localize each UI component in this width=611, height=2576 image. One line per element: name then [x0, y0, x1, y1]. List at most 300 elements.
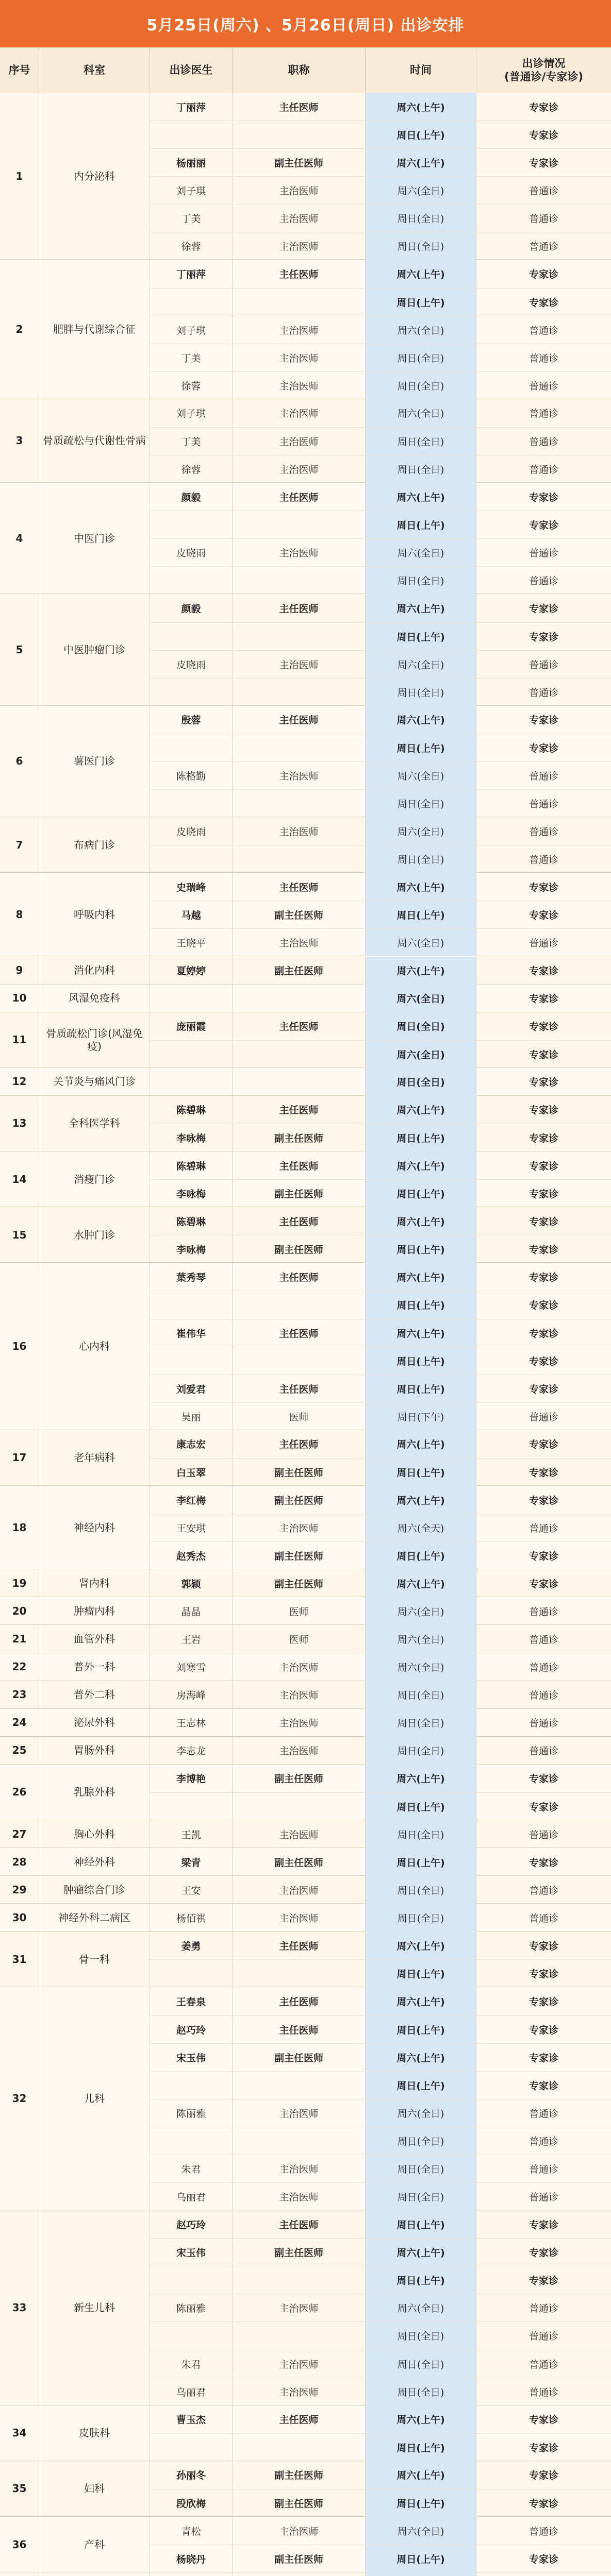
row-number: 22	[0, 1653, 39, 1681]
table-row	[0, 1737, 611, 1765]
clinic-type: 普通诊	[529, 1606, 558, 1618]
schedule-slot	[150, 2266, 611, 2294]
doctor-title: 主治医师	[233, 929, 366, 956]
schedule-slot	[150, 204, 611, 232]
row-number: 23	[0, 1681, 39, 1709]
schedule-slot	[150, 1848, 611, 1876]
clinic-time: 周六(上午)	[366, 594, 476, 622]
clinic-type: 普通诊	[529, 2108, 558, 2120]
doctor-title: 医师	[233, 1625, 366, 1653]
doctor-name: 陈格勤	[150, 762, 233, 789]
clinic-type: 普通诊	[529, 2303, 558, 2315]
clinic-type: 专家诊	[529, 269, 558, 280]
clinic-time: 周日(全日)	[366, 567, 476, 594]
schedule-slot	[150, 901, 611, 928]
schedule-slot	[150, 1597, 611, 1625]
table-row	[0, 817, 611, 873]
doctor-name: 陈丽雅	[150, 2294, 233, 2321]
clinic-type: 普通诊	[529, 213, 558, 225]
schedule-slot	[150, 2572, 611, 2576]
schedule-slot	[150, 176, 611, 204]
clinic-time: 周日(上午)	[366, 2016, 476, 2043]
header-type: 出诊情况 (普通诊/专家诊)	[504, 57, 583, 83]
clinic-type: 专家诊	[529, 910, 558, 922]
clinic-time: 周六(全日)	[366, 316, 476, 344]
doctor-title: 副主任医师	[233, 1235, 366, 1263]
department-name: 骨一科	[39, 1931, 150, 1987]
clinic-time: 周六(全日)	[366, 2099, 476, 2127]
clinic-time: 周日(全日)	[366, 2322, 476, 2349]
schedule-slot	[150, 817, 611, 845]
department-name: 骨质疏松门诊(风湿免疫)	[39, 1012, 150, 1068]
clinic-type: 专家诊	[529, 158, 558, 170]
clinic-time: 周日(上午)	[366, 623, 476, 650]
schedule-slot	[150, 399, 611, 427]
clinic-type: 普通诊	[529, 1912, 558, 1924]
doctor-name	[150, 2127, 233, 2155]
clinic-time: 周日(上午)	[366, 121, 476, 148]
clinic-time: 周六(全日)	[366, 177, 476, 204]
row-number: 21	[0, 1625, 39, 1653]
clinic-type: 专家诊	[529, 742, 558, 754]
doctor-name: 王安	[150, 1876, 233, 1904]
clinic-time: 周日(全日)	[366, 2127, 476, 2155]
clinic-type: 普通诊	[529, 1662, 558, 1674]
row-number: 16	[0, 1263, 39, 1430]
clinic-type: 普通诊	[529, 938, 558, 950]
schedule-slot	[150, 985, 611, 1012]
doctor-title: 主任医师	[233, 706, 366, 734]
doctor-title: 副主任医师	[233, 149, 366, 176]
doctor-name: 宋玉伟	[150, 2239, 233, 2266]
schedule-slot	[150, 232, 611, 260]
clinic-time: 周日(上午)	[366, 1347, 476, 1375]
schedule-slot	[150, 93, 611, 121]
row-number: 2	[0, 260, 39, 399]
row-number: 18	[0, 1486, 39, 1569]
doctor-name: 赵巧玲	[150, 2210, 233, 2238]
doctor-name: 皮晓雨	[150, 539, 233, 566]
clinic-type: 专家诊	[529, 1969, 558, 1980]
clinic-type: 普通诊	[529, 826, 558, 838]
doctor-title: 主治医师	[233, 344, 366, 371]
clinic-type: 专家诊	[529, 2275, 558, 2287]
doctor-name: 姜勇	[150, 1931, 233, 1959]
schedule-slot	[150, 1207, 611, 1235]
schedule-slot	[150, 2210, 611, 2238]
doctor-title: 主治医师	[233, 1737, 366, 1765]
doctor-title	[233, 790, 366, 817]
department-name: 薯医门诊	[39, 706, 150, 817]
clinic-type: 专家诊	[529, 715, 558, 726]
doctor-title: 副主任医师	[233, 1569, 366, 1597]
department-name: 普外一科	[39, 1653, 150, 1681]
department-name: 老年病科	[39, 1430, 150, 1486]
clinic-time: 周六(上午)	[366, 260, 476, 287]
doctor-title: 主任医师	[233, 483, 366, 511]
clinic-type: 普通诊	[529, 687, 558, 699]
department-name: 消化内科	[39, 957, 150, 985]
clinic-time: 周六(上午)	[366, 2044, 476, 2071]
department-name: 关节炎与痛风门诊	[39, 1068, 150, 1096]
row-number: 3	[0, 399, 39, 483]
schedule-slot	[150, 455, 611, 483]
table-row	[0, 2517, 611, 2572]
clinic-time: 周六(全日)	[366, 1625, 476, 1653]
clinic-type: 专家诊	[529, 1216, 558, 1228]
schedule-slot	[150, 1096, 611, 1124]
doctor-title: 主任医师	[233, 260, 366, 287]
clinic-type: 专家诊	[529, 520, 558, 532]
doctor-name: 朱君	[150, 2350, 233, 2378]
doctor-title: 主治医师	[233, 1514, 366, 1541]
clinic-time: 周日(全日)	[366, 1012, 476, 1040]
row-number: 8	[0, 873, 39, 956]
doctor-name	[150, 2322, 233, 2349]
doctor-title: 副主任医师	[233, 1542, 366, 1569]
clinic-time: 周六(上午)	[366, 1569, 476, 1597]
schedule-slot	[150, 1681, 611, 1709]
clinic-time: 周六(上午)	[366, 1151, 476, 1179]
doctor-name: 宋玉伟	[150, 2044, 233, 2071]
clinic-time: 周六(上午)	[366, 1207, 476, 1235]
clinic-time: 周六(上午)	[366, 2461, 476, 2489]
doctor-name	[150, 1347, 233, 1375]
doctor-name	[150, 985, 233, 1012]
clinic-type: 专家诊	[529, 297, 558, 309]
doctor-name: 陈碧琳	[150, 1151, 233, 1179]
doctor-title	[233, 679, 366, 706]
schedule-slot	[150, 121, 611, 148]
clinic-type: 专家诊	[529, 1495, 558, 1506]
doctor-name: 徐蓉	[150, 232, 233, 260]
clinic-time: 周日(上午)	[366, 1960, 476, 1987]
doctor-title: 副主任医师	[233, 957, 366, 985]
doctor-title: 主治医师	[233, 1709, 366, 1737]
clinic-time: 周六(上午)	[366, 1096, 476, 1124]
schedule-slot	[150, 2294, 611, 2321]
clinic-type: 专家诊	[529, 2414, 558, 2426]
row-number: 11	[0, 1012, 39, 1068]
doctor-title: 主治医师	[233, 539, 366, 566]
clinic-time: 周日(上午)	[366, 2545, 476, 2572]
schedule-slot	[150, 1402, 611, 1430]
clinic-type: 普通诊	[529, 380, 558, 392]
department-name: 全科医学科	[39, 1096, 150, 1151]
schedule-slot	[150, 1012, 611, 1040]
clinic-type: 普通诊	[529, 1745, 558, 1757]
schedule-slot	[150, 1458, 611, 1486]
schedule-slot	[150, 678, 611, 706]
clinic-time: 周日(全日)	[366, 344, 476, 371]
table-row	[0, 1597, 611, 1625]
schedule-slot	[150, 1653, 611, 1681]
department-name: 乳腺外科	[39, 1765, 150, 1820]
doctor-title: 副主任医师	[233, 2545, 366, 2572]
clinic-time: 周日(全日)	[366, 1904, 476, 1931]
clinic-type: 专家诊	[529, 882, 558, 893]
doctor-title	[233, 1347, 366, 1375]
department-name: 心内科	[39, 1263, 150, 1430]
table-row	[0, 93, 611, 260]
doctor-title: 主任医师	[233, 2210, 366, 2238]
department-name: 产科	[39, 2517, 150, 2572]
clinic-type: 专家诊	[529, 2247, 558, 2259]
row-number: 33	[0, 2210, 39, 2405]
department-name: 风湿免疫科	[39, 985, 150, 1012]
doctor-title: 主治医师	[233, 2155, 366, 2182]
doctor-title: 主治医师	[233, 2350, 366, 2378]
schedule-slot	[150, 622, 611, 650]
doctor-name: 王岩	[150, 1625, 233, 1653]
schedule-slot	[150, 2461, 611, 2489]
clinic-type: 专家诊	[529, 965, 558, 977]
clinic-time: 周日(上午)	[366, 901, 476, 928]
table-row	[0, 2210, 611, 2405]
clinic-type: 专家诊	[529, 1467, 558, 1479]
clinic-type: 专家诊	[529, 1300, 558, 1312]
clinic-type: 普通诊	[529, 2192, 558, 2204]
schedule-slot	[150, 2015, 611, 2043]
doctor-title: 主任医师	[233, 1012, 366, 1040]
doctor-title	[233, 2572, 366, 2576]
doctor-name: 梁青	[150, 1848, 233, 1876]
clinic-type: 专家诊	[529, 130, 558, 142]
clinic-type: 普通诊	[529, 1523, 558, 1535]
schedule-slot	[150, 344, 611, 371]
clinic-type: 专家诊	[529, 2498, 558, 2510]
doctor-title: 主任医师	[233, 1375, 366, 1402]
clinic-type: 普通诊	[529, 770, 558, 782]
clinic-type: 普通诊	[529, 1829, 558, 1841]
doctor-name: 丁美	[150, 428, 233, 455]
schedule-slot	[150, 1904, 611, 1931]
clinic-type: 专家诊	[529, 1996, 558, 2008]
doctor-name: 徐蓉	[150, 455, 233, 483]
doctor-name: 房海峰	[150, 1681, 233, 1709]
doctor-title: 主治医师	[233, 399, 366, 427]
header-time: 时间	[366, 47, 476, 93]
doctor-name: 王志林	[150, 1709, 233, 1737]
doctor-name: 赵巧玲	[150, 2016, 233, 2043]
department-name: 内分泌科	[39, 93, 150, 260]
doctor-name	[150, 1960, 233, 1987]
clinic-type: 专家诊	[529, 2554, 558, 2566]
clinic-type: 专家诊	[529, 1355, 558, 1367]
clinic-time: 周日(全日)	[366, 455, 476, 483]
table-row	[0, 957, 611, 985]
clinic-type: 普通诊	[529, 436, 558, 448]
schedule-slot	[150, 2127, 611, 2155]
department-name: 新生儿科	[39, 2210, 150, 2405]
doctor-title: 主任医师	[233, 1207, 366, 1235]
clinic-time: 周六(上午)	[366, 957, 476, 985]
clinic-time: 周六(全日)	[366, 2517, 476, 2545]
clinic-type: 普通诊	[529, 2163, 558, 2175]
clinic-type: 专家诊	[529, 1773, 558, 1785]
clinic-type: 普通诊	[529, 2331, 558, 2343]
department-name: 胃肠外科	[39, 1737, 150, 1765]
doctor-name	[150, 679, 233, 706]
row-number: 15	[0, 1207, 39, 1263]
row-number: 30	[0, 1904, 39, 1931]
department-name: 神经内科	[39, 1486, 150, 1569]
clinic-type: 专家诊	[529, 2052, 558, 2064]
schedule-slot	[150, 1625, 611, 1653]
doctor-name: 颜毅	[150, 483, 233, 511]
clinic-time: 周六(全日)	[366, 985, 476, 1012]
doctor-name	[150, 845, 233, 873]
clinic-type: 专家诊	[529, 1439, 558, 1451]
clinic-time: 周日(全日)	[366, 679, 476, 706]
clinic-time: 周六(上午)	[366, 149, 476, 176]
schedule-slot	[150, 538, 611, 566]
doctor-title: 主治医师	[233, 205, 366, 232]
table-header	[0, 47, 611, 94]
table-row	[0, 1876, 611, 1904]
clinic-type: 专家诊	[529, 993, 558, 1005]
clinic-time: 周六(全日)	[366, 1597, 476, 1625]
doctor-title: 主治医师	[233, 2517, 366, 2545]
clinic-type: 专家诊	[529, 101, 558, 113]
doctor-name: 颜毅	[150, 594, 233, 622]
doctor-name	[150, 790, 233, 817]
schedule-slot	[150, 2155, 611, 2182]
clinic-time: 周六(上午)	[366, 1263, 476, 1291]
doctor-title: 主任医师	[233, 1096, 366, 1124]
clinic-time: 周六(全日)	[366, 1041, 476, 1068]
clinic-type: 普通诊	[529, 464, 558, 476]
clinic-time: 周日(上午)	[366, 1459, 476, 1486]
row-number: 9	[0, 957, 39, 985]
schedule-slot	[150, 873, 611, 901]
doctor-name: 白玉翠	[150, 1459, 233, 1486]
doctor-title: 主任医师	[233, 1319, 366, 1347]
clinic-type: 专家诊	[529, 603, 558, 615]
clinic-time: 周日(全日)	[366, 372, 476, 399]
clinic-type: 普通诊	[529, 1718, 558, 1730]
department-name: 神经外科	[39, 1848, 150, 1876]
doctor-title	[233, 1291, 366, 1318]
doctor-title: 主治医师	[233, 2099, 366, 2127]
clinic-time: 周六(上午)	[366, 706, 476, 734]
doctor-title	[233, 511, 366, 538]
doctor-title: 主任医师	[233, 93, 366, 121]
row-number: 6	[0, 706, 39, 817]
schedule-slot	[150, 2378, 611, 2405]
clinic-time: 周日(上午)	[366, 2266, 476, 2294]
clinic-time: 周日(全日)	[366, 1681, 476, 1709]
doctor-name: 李红梅	[150, 1486, 233, 1514]
clinic-time: 周日(上午)	[366, 1542, 476, 1569]
clinic-time: 周日(上午)	[366, 2434, 476, 2461]
doctor-name: 刘爱君	[150, 1375, 233, 1402]
clinic-time: 周日(全日)	[366, 428, 476, 455]
header-doctor: 出诊医生	[150, 47, 233, 93]
clinic-type: 专家诊	[529, 1244, 558, 1256]
clinic-type: 专家诊	[529, 1077, 558, 1089]
clinic-time: 周六(上午)	[366, 873, 476, 901]
clinic-time: 周日(全日)	[366, 2350, 476, 2378]
clinic-time: 周六(全日)	[366, 399, 476, 427]
table-row	[0, 1068, 611, 1096]
row-number: 35	[0, 2461, 39, 2517]
schedule-slot	[150, 845, 611, 873]
doctor-title	[233, 2127, 366, 2155]
schedule-slot	[150, 2405, 611, 2433]
clinic-type: 专家诊	[529, 1578, 558, 1590]
clinic-type: 专家诊	[529, 1272, 558, 1283]
table-row	[0, 1151, 611, 1207]
schedule-slot	[150, 1765, 611, 1792]
department-name: 儿科	[39, 1987, 150, 2210]
schedule-slot	[150, 1959, 611, 1987]
doctor-title: 主任医师	[233, 1931, 366, 1959]
clinic-time: 周日(上午)	[366, 2072, 476, 2099]
schedule-slot	[150, 734, 611, 761]
clinic-type: 普通诊	[529, 325, 558, 336]
clinic-time: 周日(上午)	[366, 1848, 476, 1876]
header-title: 职称	[233, 47, 366, 93]
clinic-type: 专家诊	[529, 2470, 558, 2482]
header-dept: 科室	[39, 47, 150, 93]
clinic-time: 周六(上午)	[366, 1987, 476, 2015]
doctor-title: 副主任医师	[233, 1124, 366, 1151]
row-number: 12	[0, 1068, 39, 1096]
table-row	[0, 1987, 611, 2210]
department-name: 骨质疏松与代谢性骨病	[39, 399, 150, 483]
clinic-time: 周日(上午)	[366, 289, 476, 316]
schedule-slot	[150, 761, 611, 789]
doctor-title: 主治医师	[233, 2378, 366, 2405]
doctor-title: 主任医师	[233, 1430, 366, 1458]
clinic-time: 周日(下午)	[366, 1403, 476, 1430]
clinic-type: 专家诊	[529, 492, 558, 503]
clinic-time: 周日(上午)	[366, 734, 476, 761]
department-name: 肥胖与代谢综合征	[39, 260, 150, 399]
clinic-time: 周日(全日)	[366, 1737, 476, 1765]
schedule-slot	[150, 1347, 611, 1375]
doctor-name: 晶晶	[150, 1597, 233, 1625]
table-row	[0, 1486, 611, 1569]
clinic-time: 周六(全日)	[366, 2294, 476, 2321]
doctor-name	[150, 1041, 233, 1068]
doctor-name: 乌丽君	[150, 2378, 233, 2405]
doctor-title: 主治医师	[233, 428, 366, 455]
schedule-slot	[150, 1040, 611, 1068]
doctor-title: 主治医师	[233, 1876, 366, 1904]
doctor-name: 皮晓雨	[150, 817, 233, 845]
schedule-slot	[150, 789, 611, 817]
clinic-type: 专家诊	[529, 1940, 558, 1952]
schedule-slot	[150, 1068, 611, 1096]
schedule-slot	[150, 566, 611, 594]
department-name: 妇科	[39, 2461, 150, 2517]
clinic-time: 周六(上午)	[366, 1765, 476, 1792]
department-name: 水肿门诊	[39, 1207, 150, 1263]
doctor-name	[150, 1793, 233, 1820]
schedule-slot	[150, 1319, 611, 1347]
doctor-name	[150, 734, 233, 761]
doctor-title: 主任医师	[233, 1151, 366, 1179]
doctor-name: 杨丽丽	[150, 149, 233, 176]
schedule-slot	[150, 1179, 611, 1207]
doctor-title	[233, 289, 366, 316]
clinic-time: 周六(上午)	[366, 483, 476, 511]
doctor-name	[150, 2072, 233, 2099]
doctor-name: 李志龙	[150, 1737, 233, 1765]
schedule-slot	[150, 706, 611, 734]
